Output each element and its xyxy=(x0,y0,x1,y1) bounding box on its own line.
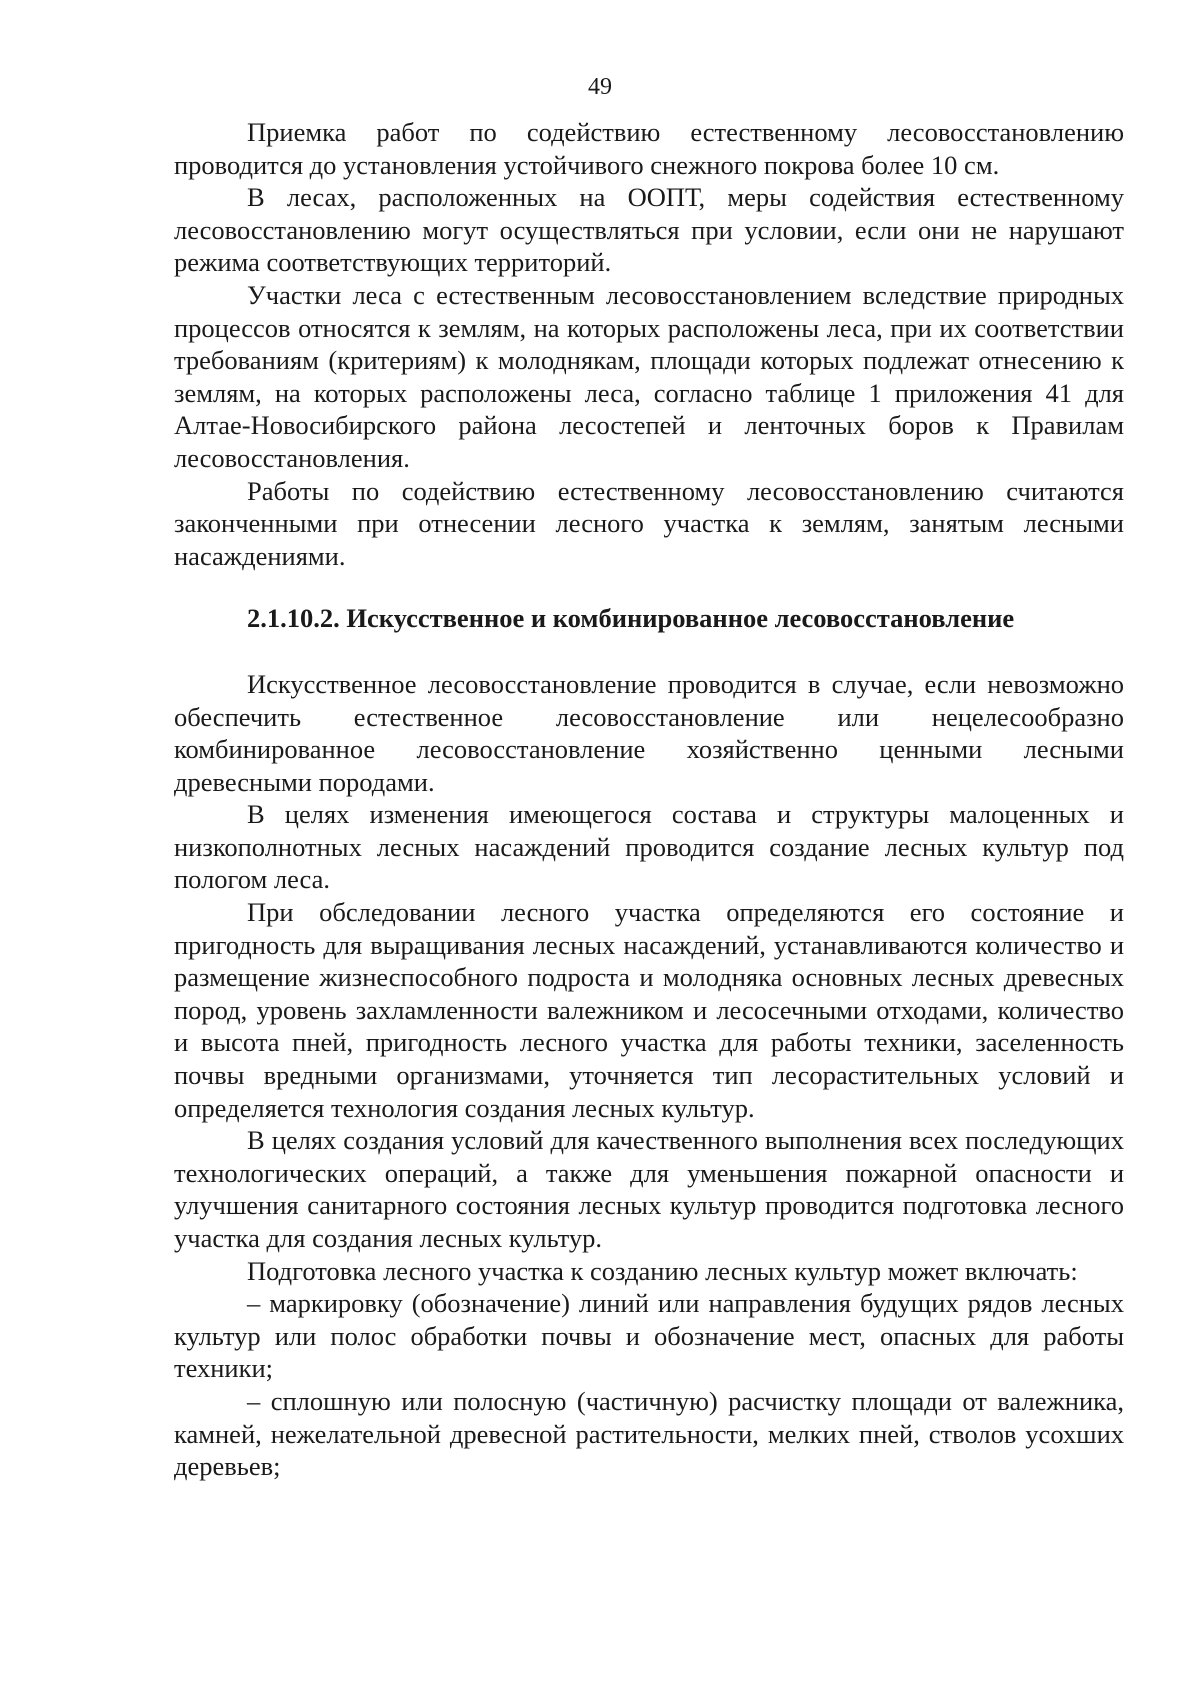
paragraph: Участки леса с естественным лесовосстановлением вследствие природных процессов относятся к землям, на которых расположены леса, при их соответствии требованиям (критериям) к молоднякам, площади которых подлежат отнесению к землям, на которых расположены леса, согласно таблице 1 приложения 41 для Алтае-Новосибирского района лесостепей и ленточных боров к Правилам лесовосстановления. xyxy=(174,279,1124,473)
list-item: – маркировку (обозначение) линий или направления будущих рядов лесных культур или полос обработки почвы и обозначение мест, опасных для работы техники; xyxy=(174,1288,1124,1384)
paragraph: Работы по содействию естественному лесовосстановлению считаются законченными при отнесении лесного участка к землям, занятым лесными насаждениями. xyxy=(174,475,1124,571)
paragraph: В целях изменения имеющегося состава и структуры малоценных и низкополнотных лесных насаждений проводится создание лесных культур под пологом леса. xyxy=(174,799,1124,895)
paragraph: Приемка работ по содействию естественному лесовосстановлению проводится до установления устойчивого снежного покрова более 10 см. xyxy=(174,117,1124,180)
paragraph: Подготовка лесного участка к созданию лесных культур может включать: xyxy=(247,1255,1078,1286)
list-item: – сплошную или полосную (частичную) расчистку площади от валежника, камней, нежелательной древесной растительности, мелких пней, стволов усохших деревьев; xyxy=(174,1385,1124,1482)
paragraph: При обследовании лесного участка определяются его состояние и пригодность для выращивания лесных насаждений, устанавливаются количество и размещение жизнеспособного подроста и молодняка основных лесных древесных пород, уровень захламленности валежником и лесосечными отходами, количество и высота пней, пригодность лесного участка для работы техники, заселенность почвы вредными организмами, уточняется тип лесорастительных условий и определяется технология создания лесных культур. xyxy=(174,897,1124,1123)
page-content xyxy=(174,116,1124,1483)
paragraph: В целях создания условий для качественного выполнения всех последующих технологических операций, а также для уменьшения пожарной опасности и улучшения санитарного состояния лесных культур проводится подготовка лесного участка для создания лесных культур. xyxy=(174,1125,1124,1253)
paragraph: В лесах, расположенных на ООПТ, меры содействия естественному лесовосстановлению могут осуществляться при условии, если они не нарушают режима соответствующих территорий. xyxy=(174,182,1124,278)
section-heading: 2.1.10.2. Искусственное и комбинированное лесовосстановление xyxy=(247,603,1015,634)
page-number: 49 xyxy=(588,74,612,100)
paragraph: Искусственное лесовосстановление проводится в случае, если невозможно обеспечить естественное лесовосстановление или нецелесообразно комбинированное лесовосстановление хозяйственно ценными лесными древесными породами. xyxy=(174,668,1124,797)
